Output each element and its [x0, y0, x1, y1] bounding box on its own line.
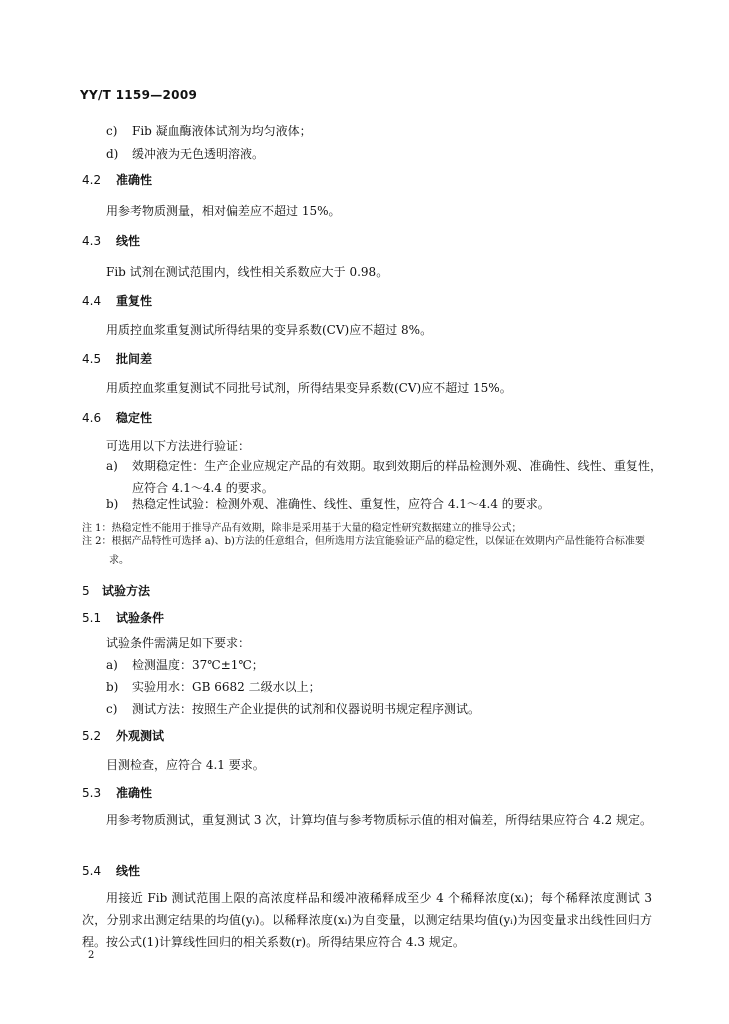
section-heading-5-1: 5.1 试验条件	[82, 611, 165, 625]
list-item: a) 效期稳定性：生产企业应规定产品的有效期。取到效期后的样品检测外观、准确性、线性、重复性，应符合 4.1～4.4 的要求。	[106, 459, 662, 495]
note-1: 注 1：热稳定性不能用于推导产品有效期，除非是采用基于大量的稳定性研究数据建立的推导公式；	[82, 523, 522, 534]
section-heading-4-5: 4.5 批间差	[82, 352, 153, 366]
note-2: 注 2： 根据产品特性可选择 a)、b)方法的任意组合，但所选用方法宜能验证产品的稳定性，以保证在效期内产品性能符合标准要求。	[82, 536, 645, 566]
list-item: b) 实验用水：GB 6682 二级水以上；	[106, 680, 321, 694]
document-id-header: YY/T 1159—2009	[80, 88, 198, 102]
section-body-4-3: Fib 试剂在测试范围内，线性相关系数应大于 0.98。	[106, 265, 389, 279]
list-item: a) 检测温度：37℃±1℃；	[106, 658, 264, 672]
section-heading-5: 5 试验方法	[82, 584, 151, 598]
section-heading-4-3: 4.3 线性	[82, 234, 141, 248]
section-heading-4-2: 4.2 准确性	[82, 173, 153, 187]
section-heading-5-4: 5.4 线性	[82, 864, 141, 878]
section-heading-4-4: 4.4 重复性	[82, 294, 153, 308]
section-body-4-2: 用参考物质测量，相对偏差应不超过 15%。	[106, 204, 341, 218]
section-intro-4-6: 可选用以下方法进行验证：	[106, 439, 251, 453]
list-item: c) Fib 凝血酶液体试剂为均匀液体；	[106, 124, 312, 138]
section-intro-5-1: 试验条件需满足如下要求：	[106, 636, 251, 650]
section-heading-5-2: 5.2 外观测试	[82, 729, 165, 743]
section-body-5-2: 目测检查，应符合 4.1 要求。	[106, 758, 265, 772]
section-body-5-3: 用参考物质测试，重复测试 3 次，计算均值与参考物质标示值的相对偏差，所得结果应符合 4.2 规定。	[106, 813, 652, 827]
section-body-5-4: 用接近 Fib 测试范围上限的高浓度样品和缓冲液稀释成至少 4 个稀释浓度(xᵢ)；每个稀释浓度测试 3 次，分别求出测定结果的均值(yᵢ)。以稀释浓度(xᵢ)为自变量，以测定结果均值(yᵢ)为因变量求出线性回归方程。按公式(1)计算线性回归的相关系数(r)。所得结果应符合 4.3 规定。	[82, 891, 652, 949]
section-heading-4-6: 4.6 稳定性	[82, 411, 153, 425]
section-body-4-4: 用质控血浆重复测试所得结果的变异系数(CV)应不超过 8%。	[106, 323, 433, 337]
list-item: d) 缓冲液为无色透明溶液。	[106, 147, 265, 161]
section-heading-5-3: 5.3 准确性	[82, 786, 153, 800]
page-number: 2	[88, 950, 95, 961]
list-item: b) 热稳定性试验：检测外观、准确性、线性、重复性，应符合 4.1～4.4 的要求。	[106, 497, 550, 511]
list-item: c) 测试方法：按照生产企业提供的试剂和仪器说明书规定程序测试。	[106, 702, 481, 716]
section-body-4-5: 用质控血浆重复测试不同批号试剂，所得结果变异系数(CV)应不超过 15%。	[106, 381, 512, 395]
